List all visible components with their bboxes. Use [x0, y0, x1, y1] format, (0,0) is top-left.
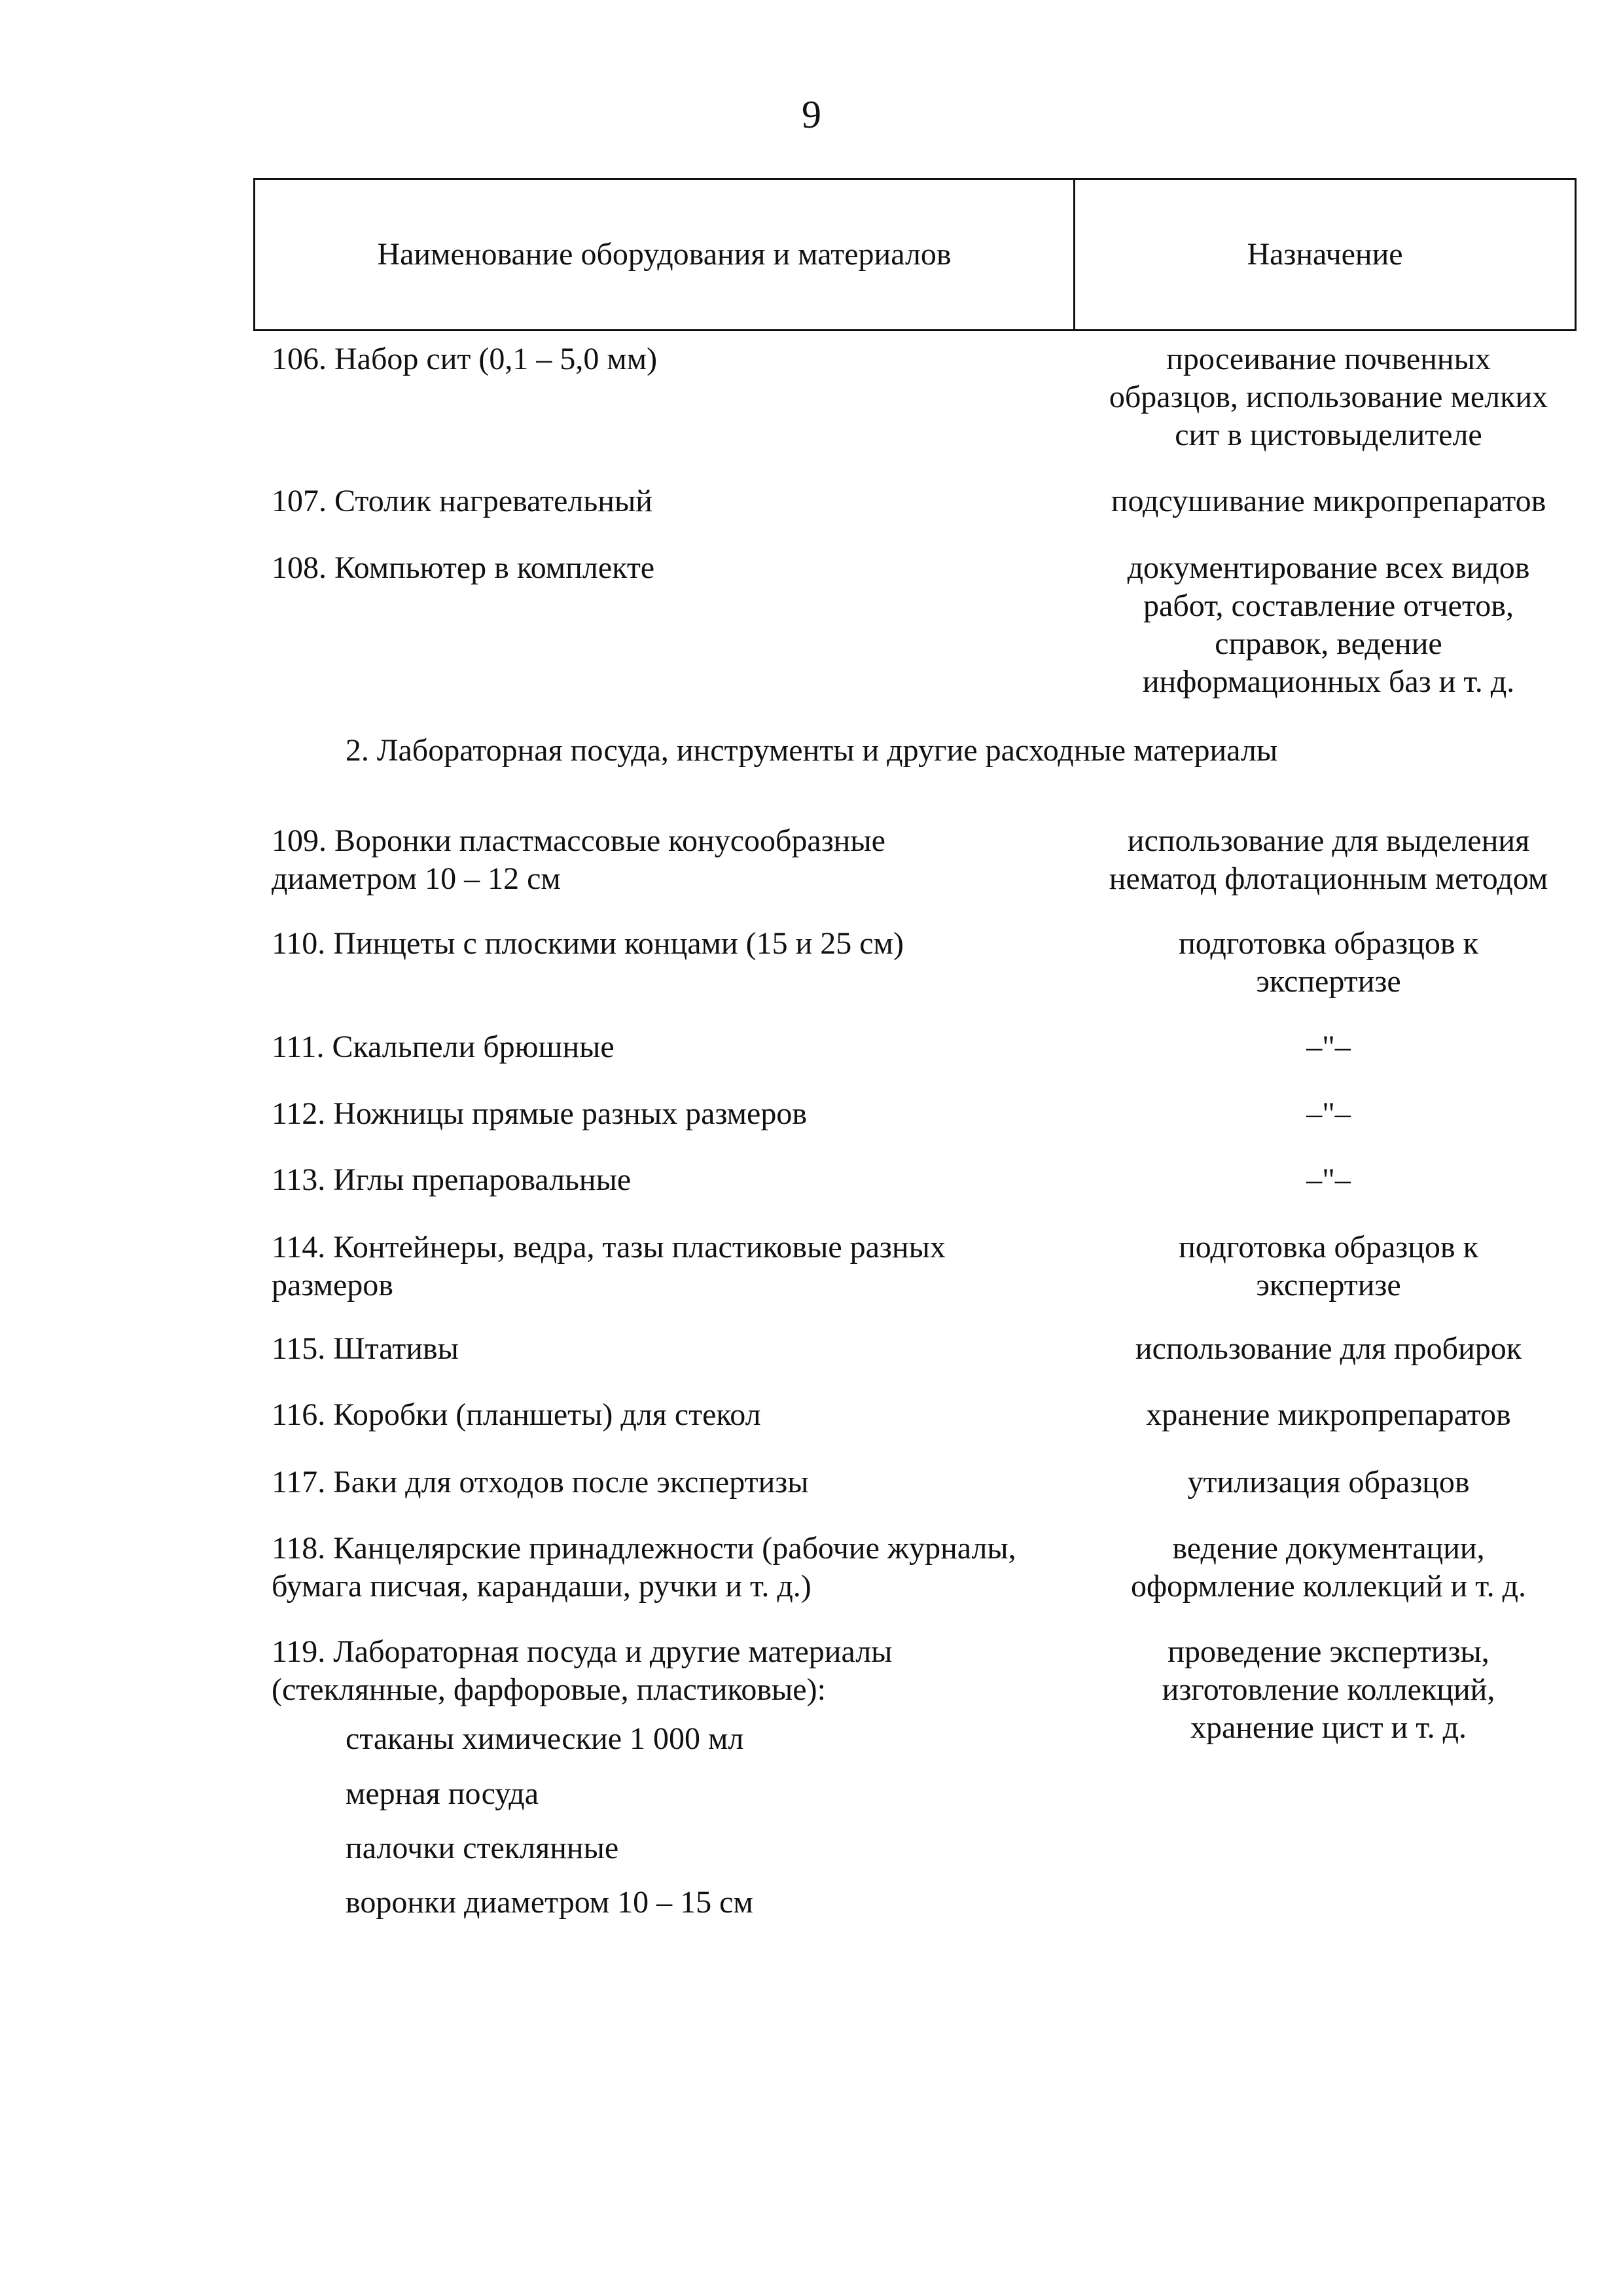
header-name-column: Наименование оборудования и материалов [255, 180, 1075, 329]
item-name: 116. Коробки (планшеты) для стекол [272, 1397, 761, 1432]
item-name: 106. Набор сит (0,1 – 5,0 мм) [272, 342, 658, 376]
sub-item: мерная посуда [346, 1776, 539, 1811]
item-name: 107. Столик нагревательный [272, 484, 652, 518]
item-purpose: –"– [1306, 1030, 1351, 1064]
section-title: 2. Лабораторная посуда, инструменты и другие расходные материалы [345, 733, 1278, 768]
item-name: 119. Лабораторная посуда и другие материалы (стеклянные, фарфоровые, пластиковые): [272, 1634, 893, 1707]
item-purpose: использование для пробирок [1135, 1331, 1522, 1366]
item-name: 115. Штативы [272, 1331, 459, 1366]
item-purpose: утилизация образцов [1187, 1465, 1470, 1499]
item-name: 110. Пинцеты с плоскими концами (15 и 25 см) [272, 926, 904, 961]
item-purpose: документирование всех видов работ, составление отчетов, справок, ведение информационных баз и т. д. [1127, 550, 1530, 699]
item-name: 117. Баки для отходов после экспертизы [272, 1465, 809, 1499]
table-header [253, 178, 1577, 331]
item-name: 109. Воронки пластмассовые конусообразные диаметром 10 – 12 см [272, 823, 885, 896]
item-purpose: использование для выделения нематод флотационным методом [1109, 823, 1548, 896]
item-purpose: подсушивание микропрепаратов [1111, 484, 1546, 518]
item-purpose: хранение микропрепаратов [1146, 1397, 1511, 1432]
item-name: 113. Иглы препаровальные [272, 1162, 632, 1197]
item-purpose: проведение экспертизы, изготовление коллекций, хранение цист и т. д. [1162, 1634, 1495, 1745]
header-purpose-column: Назначение [1247, 237, 1403, 272]
item-name: 108. Компьютер в комплекте [272, 550, 655, 585]
sub-item: воронки диаметром 10 – 15 см [346, 1885, 753, 1920]
item-purpose: подготовка образцов к экспертизе [1179, 1230, 1478, 1302]
item-purpose: –"– [1306, 1162, 1351, 1197]
item-name: 118. Канцелярские принадлежности (рабочие журналы, бумага писчая, карандаши, ручки и т. д.) [272, 1531, 1016, 1604]
item-purpose: подготовка образцов к экспертизе [1179, 926, 1478, 999]
item-purpose: –"– [1306, 1096, 1351, 1131]
page-number: 9 [802, 93, 821, 136]
item-name: 111. Скальпели брюшные [272, 1030, 615, 1064]
item-name: 112. Ножницы прямые разных размеров [272, 1096, 807, 1131]
item-purpose: просеивание почвенных образцов, использование мелких сит в цистовыделителе [1109, 342, 1548, 452]
sub-item: палочки стеклянные [346, 1831, 619, 1865]
item-purpose: ведение документации, оформление коллекций и т. д. [1130, 1531, 1526, 1604]
sub-item: стаканы химические 1 000 мл [346, 1721, 744, 1756]
item-name: 114. Контейнеры, ведра, тазы пластиковые разных размеров [272, 1230, 946, 1302]
